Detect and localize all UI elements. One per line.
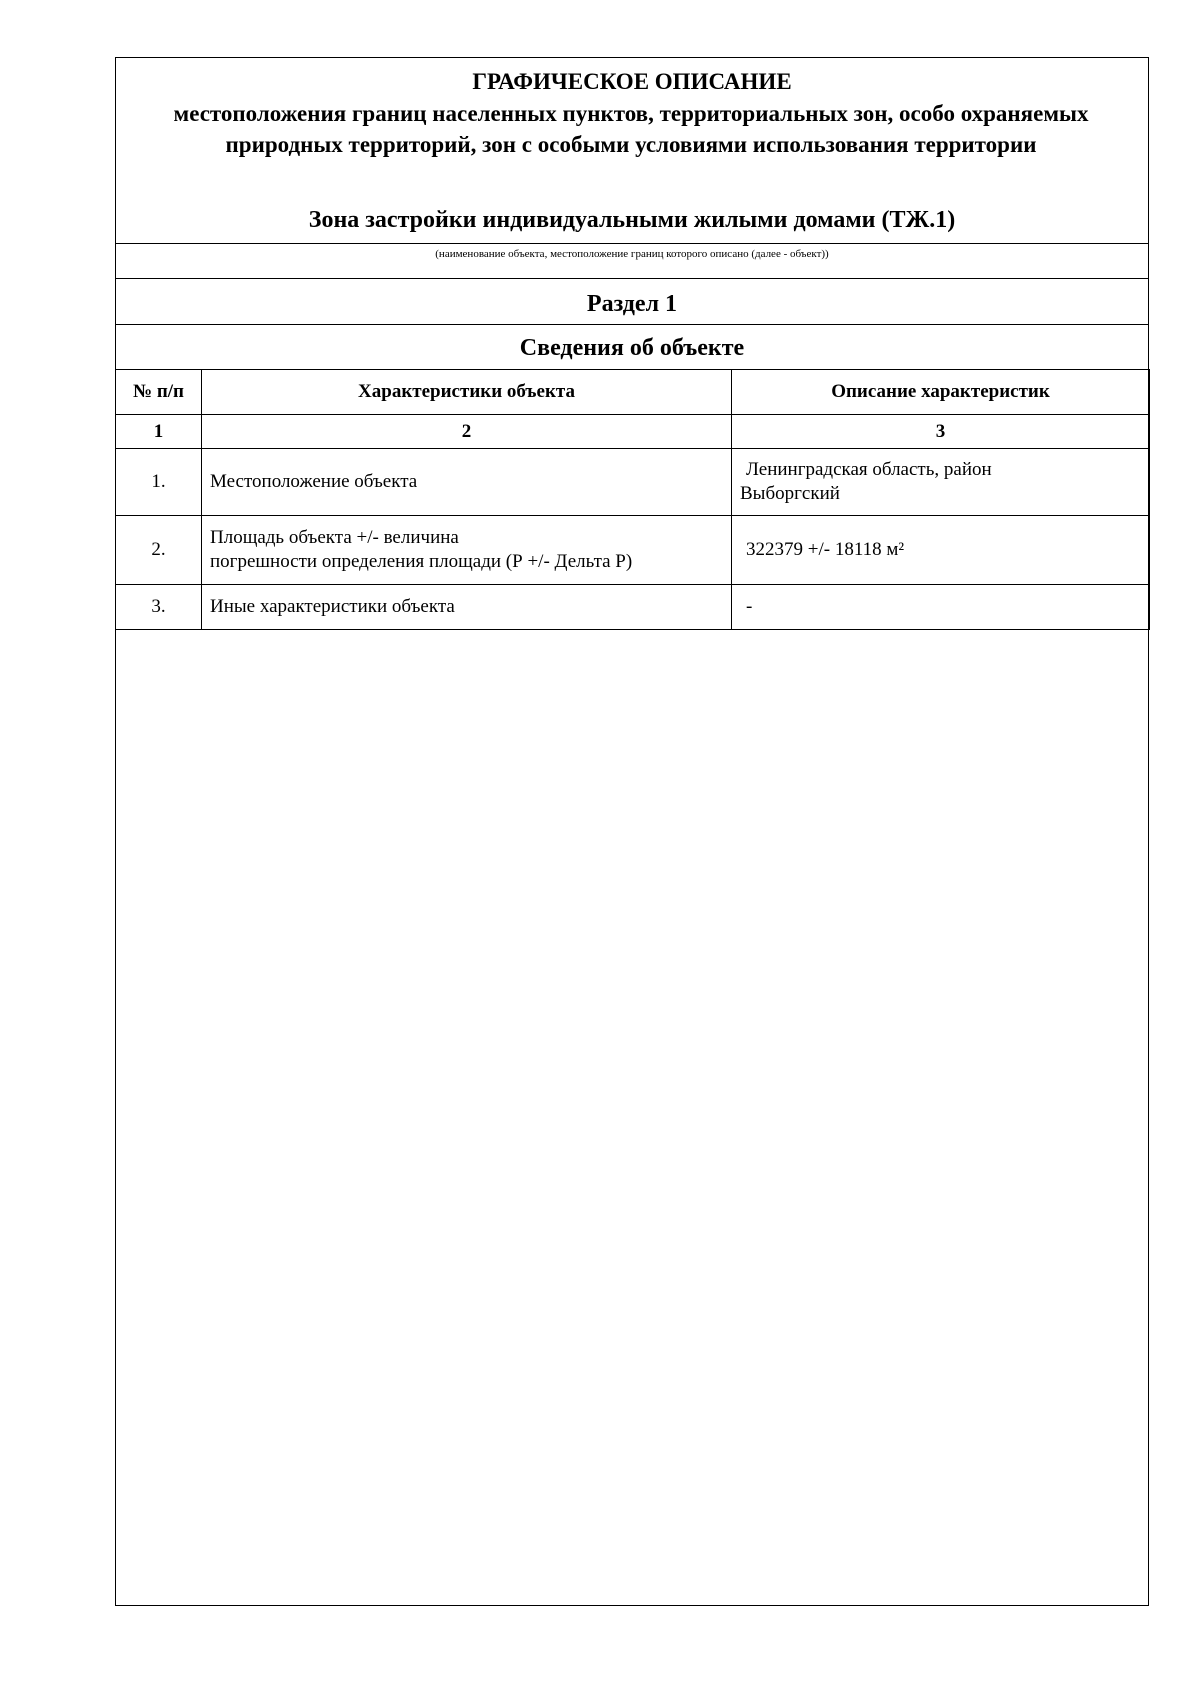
header-cell-characteristic: Характеристики объекта [202, 370, 732, 415]
section-title: Сведения об объекте [519, 335, 745, 361]
characteristic-text: Местоположение объекта [210, 471, 418, 492]
document-title: ГРАФИЧЕСКОЕ ОПИСАНИЕ [472, 69, 792, 94]
column-number: 1 [116, 415, 202, 449]
characteristic-cell [202, 585, 732, 630]
row-number: 1. [116, 449, 202, 516]
document-header [116, 58, 1148, 244]
divider [116, 324, 1148, 325]
column-number: 3 [732, 415, 1150, 449]
table-row [116, 585, 1150, 630]
document-subtitle: местоположения границ населенных пунктов, территориальных зон, особо охраняемых природных территорий, зон с особыми условиями использования территории [173, 101, 1089, 157]
description-text: - [746, 596, 753, 617]
section-label: Раздел 1 [586, 291, 678, 317]
row-number: 3. [116, 585, 202, 630]
header-cell-number: № п/п [116, 370, 202, 415]
object-info-table [115, 369, 1150, 630]
description-text: Ленинградская область, район [746, 459, 992, 480]
characteristic-text: Площадь объекта +/- величина [210, 527, 459, 548]
object-caption: (наименование объекта, местоположение границ которого описано (далее - объект)) [435, 248, 829, 260]
table-row [116, 449, 1150, 516]
row-number: 2. [116, 516, 202, 585]
object-name: Зона застройки индивидуальными жилыми домами (ТЖ.1) [308, 207, 956, 233]
divider [116, 278, 1148, 279]
characteristic-text: Иные характеристики объекта [210, 596, 455, 617]
header-cell-description: Описание характеристик [732, 370, 1150, 415]
description-cell [732, 516, 1150, 585]
table-header-row [116, 370, 1150, 415]
description-text: 322379 +/- 18118 м² [746, 539, 905, 560]
description-text: Выборгский [740, 483, 840, 504]
column-number-row [116, 415, 1150, 449]
characteristic-text: погрешности определения площади (Р +/- Дельта Р) [210, 551, 633, 572]
characteristic-cell [202, 449, 732, 516]
description-cell [732, 585, 1150, 630]
divider [116, 243, 1148, 244]
document-frame [115, 57, 1149, 1606]
column-number: 2 [202, 415, 732, 449]
table-row [116, 516, 1150, 585]
characteristic-cell [202, 516, 732, 585]
description-cell [732, 449, 1150, 516]
